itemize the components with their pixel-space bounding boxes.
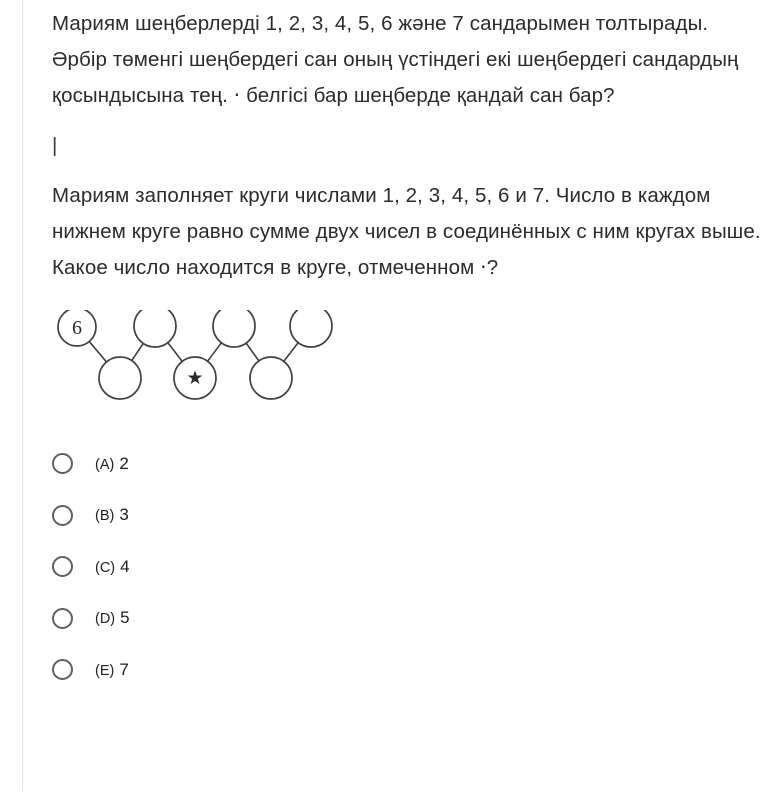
circle-outline — [290, 310, 332, 347]
answer-option-value: 3 — [119, 505, 129, 525]
answer-option-letter: (A) — [95, 456, 115, 473]
diagram-circle-bottom-3 — [250, 357, 292, 399]
diagram-circle-bottom-2 — [174, 357, 216, 399]
answer-option-b[interactable] — [52, 490, 764, 542]
radio-button-icon[interactable] — [52, 453, 73, 474]
diagram-edge — [132, 343, 144, 360]
answer-option-value: 7 — [119, 659, 129, 679]
radio-button-icon[interactable] — [52, 505, 73, 526]
circle-outline — [134, 310, 176, 347]
diagram-canvas — [52, 310, 412, 420]
diagram-circle-top-2 — [134, 310, 176, 347]
number-circles-diagram — [52, 310, 412, 420]
answer-option-text — [95, 505, 129, 525]
radio-button-icon[interactable] — [52, 556, 73, 577]
answer-option-text — [95, 660, 129, 680]
answer-option-value: 5 — [120, 608, 130, 628]
circle-outline — [250, 357, 292, 399]
answer-option-letter: (D) — [95, 611, 116, 628]
question-content — [52, 0, 764, 696]
left-divider-rule — [22, 0, 23, 791]
answer-option-text — [95, 454, 129, 474]
diagram-edge — [168, 343, 182, 362]
answer-option-letter: (C) — [95, 559, 116, 576]
diagram-edge — [284, 343, 298, 362]
answer-option-letter: (B) — [95, 508, 115, 525]
answer-option-text — [95, 557, 130, 577]
diagram-edge — [89, 342, 106, 362]
diagram-circle-top-4 — [290, 310, 332, 347]
answer-option-a[interactable] — [52, 438, 764, 490]
circle-outline — [99, 357, 141, 399]
diagram-nodes — [58, 310, 332, 399]
diagram-circle-top-1 — [58, 310, 96, 346]
diagram-edge — [246, 343, 259, 361]
answer-option-c[interactable] — [52, 541, 764, 593]
diagram-circle-bottom-1 — [99, 357, 141, 399]
question-text-kazakh: Мариям шеңберлерді 1, 2, 3, 4, 5, 6 және 7 сандарымен толтырады. Әрбір төменгі шеңбердегі сан оның үстіндегі екі шеңбердегі сандардың қосындысына тең. ⋅ белгісі бар шеңберде қандай сан бар? — [52, 12, 739, 107]
star-marker-glyph: ★ — [186, 368, 204, 389]
answer-options-list — [52, 438, 764, 696]
radio-button-icon[interactable] — [52, 608, 73, 629]
answer-option-d[interactable] — [52, 593, 764, 645]
answer-option-e[interactable] — [52, 644, 764, 696]
text-caret: | — [52, 134, 58, 157]
answer-option-text — [95, 608, 130, 628]
diagram-edge — [208, 343, 222, 361]
answer-option-value: 2 — [119, 453, 129, 473]
diagram-circle-top-3 — [213, 310, 255, 347]
circle-outline — [213, 310, 255, 347]
answer-option-value: 4 — [120, 556, 130, 576]
radio-button-icon[interactable] — [52, 659, 73, 680]
answer-option-letter: (E) — [95, 662, 115, 679]
question-text-russian: Мариям заполняет круги числами 1, 2, 3, 4, 5, 6 и 7. Число в каждом нижнем круге равно сумме двух чисел в соединённых с ним кругах выше. Какое число находится в круге, отмеченном ⋅? — [52, 184, 761, 279]
circle-value-label: 6 — [72, 317, 82, 339]
